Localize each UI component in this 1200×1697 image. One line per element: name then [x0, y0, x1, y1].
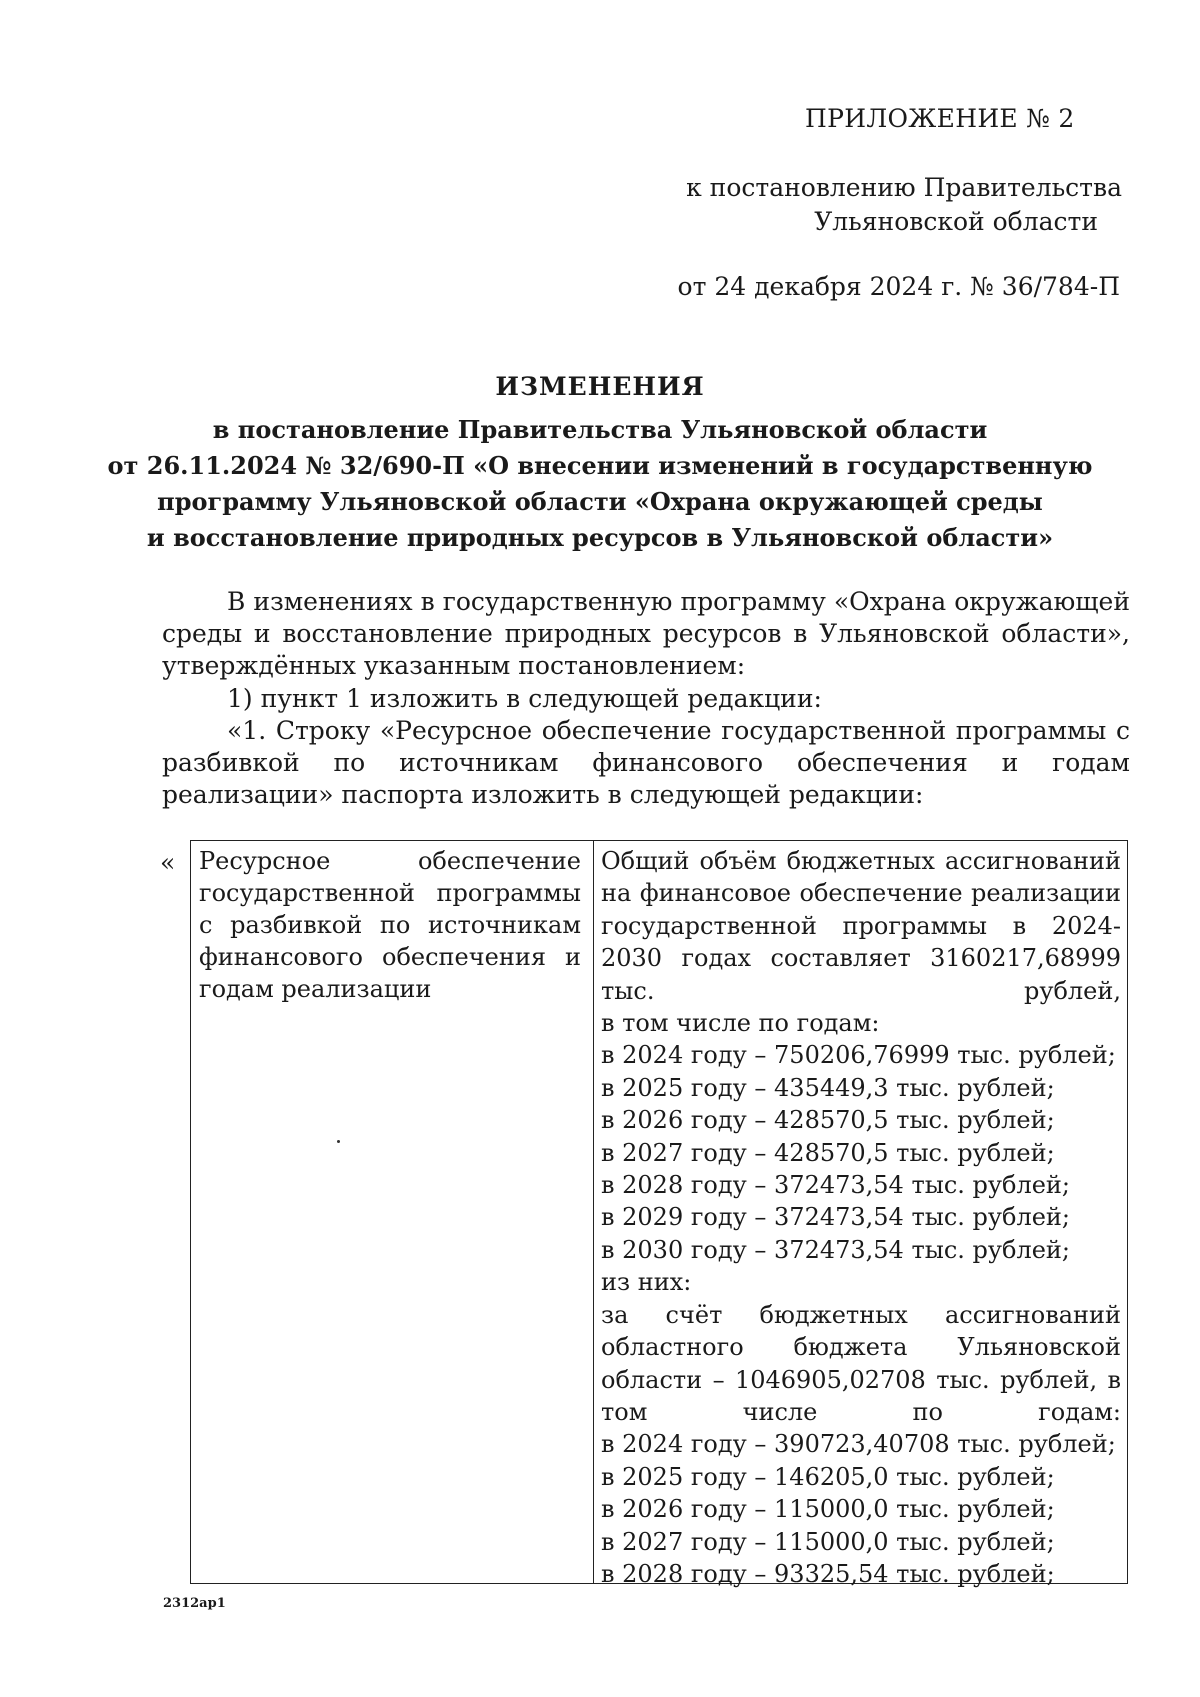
total-year-row: в 2030 году – 372473,54 тыс. рублей; [601, 1235, 1070, 1264]
regional-year-row: в 2025 году – 146205,0 тыс. рублей; [601, 1462, 1055, 1491]
appendix-title: ПРИЛОЖЕНИЕ № 2 [805, 104, 1075, 133]
point-paragraph-text: «1. Строку «Ресурсное обеспечение государственной программы с разбивкой по источникам финансового обеспечения и годам реализации» паспорта изложить в следующей редакции: [162, 716, 1130, 809]
intro-paragraph-text: В изменениях в государственную программу «Охрана окружающей среды и восстановление природных ресурсов в Ульяновской области», утверждённых указанным постановлением: [162, 587, 1130, 680]
scan-artifact-dot [337, 1140, 340, 1143]
regional-year-row: в 2027 году – 115000,0 тыс. рублей; [601, 1527, 1055, 1556]
subtitle-line3: программу Ульяновской области «Охрана окружающей среды [157, 487, 1043, 516]
total-year-row: в 2027 году – 428570,5 тыс. рублей; [601, 1138, 1055, 1167]
total-year-row: в 2024 году – 750206,76999 тыс. рублей; [601, 1041, 1116, 1070]
of-them-label: из них: [601, 1268, 692, 1297]
regional-year-row: в 2024 году – 390723,40708 тыс. рублей; [601, 1430, 1116, 1459]
regional-year-row: в 2026 году – 115000,0 тыс. рублей; [601, 1495, 1055, 1524]
subtitle-line2: от 26.11.2024 № 32/690-П «О внесении изменений в государственную [107, 451, 1093, 480]
table-column-divider [593, 841, 594, 1583]
document-title: ИЗМЕНЕНИЯ [495, 372, 705, 401]
item-paragraph-text: 1) пункт 1 изложить в следующей редакции: [227, 684, 822, 713]
to-resolution-line1: к постановлению Правительства [686, 173, 1122, 202]
table-left-cell: Ресурсное обеспечение государственной программы с разбивкой по источникам финансового обеспечения и годам реализации [199, 847, 581, 1003]
total-year-row: в 2028 году – 372473,54 тыс. рублей; [601, 1171, 1070, 1200]
document-subtitle [100, 412, 1100, 556]
regional-budget-text: за счёт бюджетных ассигнований областного бюджета Ульяновской области – 1046905,02708 тыс. рублей, в том числе по годам: [601, 1300, 1121, 1426]
to-resolution-line2: Ульяновской области [814, 207, 1098, 236]
item-paragraph [162, 683, 1130, 715]
resolution-date-number: от 24 декабря 2024 г. № 36/784-П [677, 272, 1120, 301]
total-year-row: в 2025 году – 435449,3 тыс. рублей; [601, 1073, 1055, 1102]
regional-year-row: в 2028 году – 93325,54 тыс. рублей; [601, 1559, 1055, 1588]
table-right-cell [601, 845, 1121, 1590]
intro-paragraph [162, 586, 1130, 682]
point-paragraph [162, 715, 1130, 811]
by-years-label: в том числе по годам: [601, 1009, 880, 1038]
footer-code: 2312ap1 [163, 1596, 226, 1611]
resource-table [190, 840, 1128, 1588]
total-year-row: в 2029 году – 372473,54 тыс. рублей; [601, 1203, 1070, 1232]
table-open-quote: « [160, 848, 176, 877]
subtitle-line4: и восстановление природных ресурсов в Ульяновской области» [146, 523, 1054, 552]
total-year-row: в 2026 году – 428570,5 тыс. рублей; [601, 1106, 1055, 1135]
total-allocation-text: Общий объём бюджетных ассигнований на финансовое обеспечение реализации государственной программы в 2024-2030 годах составляет 3160217,68999 тыс. рублей, [601, 847, 1121, 1005]
subtitle-line1: в постановление Правительства Ульяновской области [212, 415, 988, 444]
